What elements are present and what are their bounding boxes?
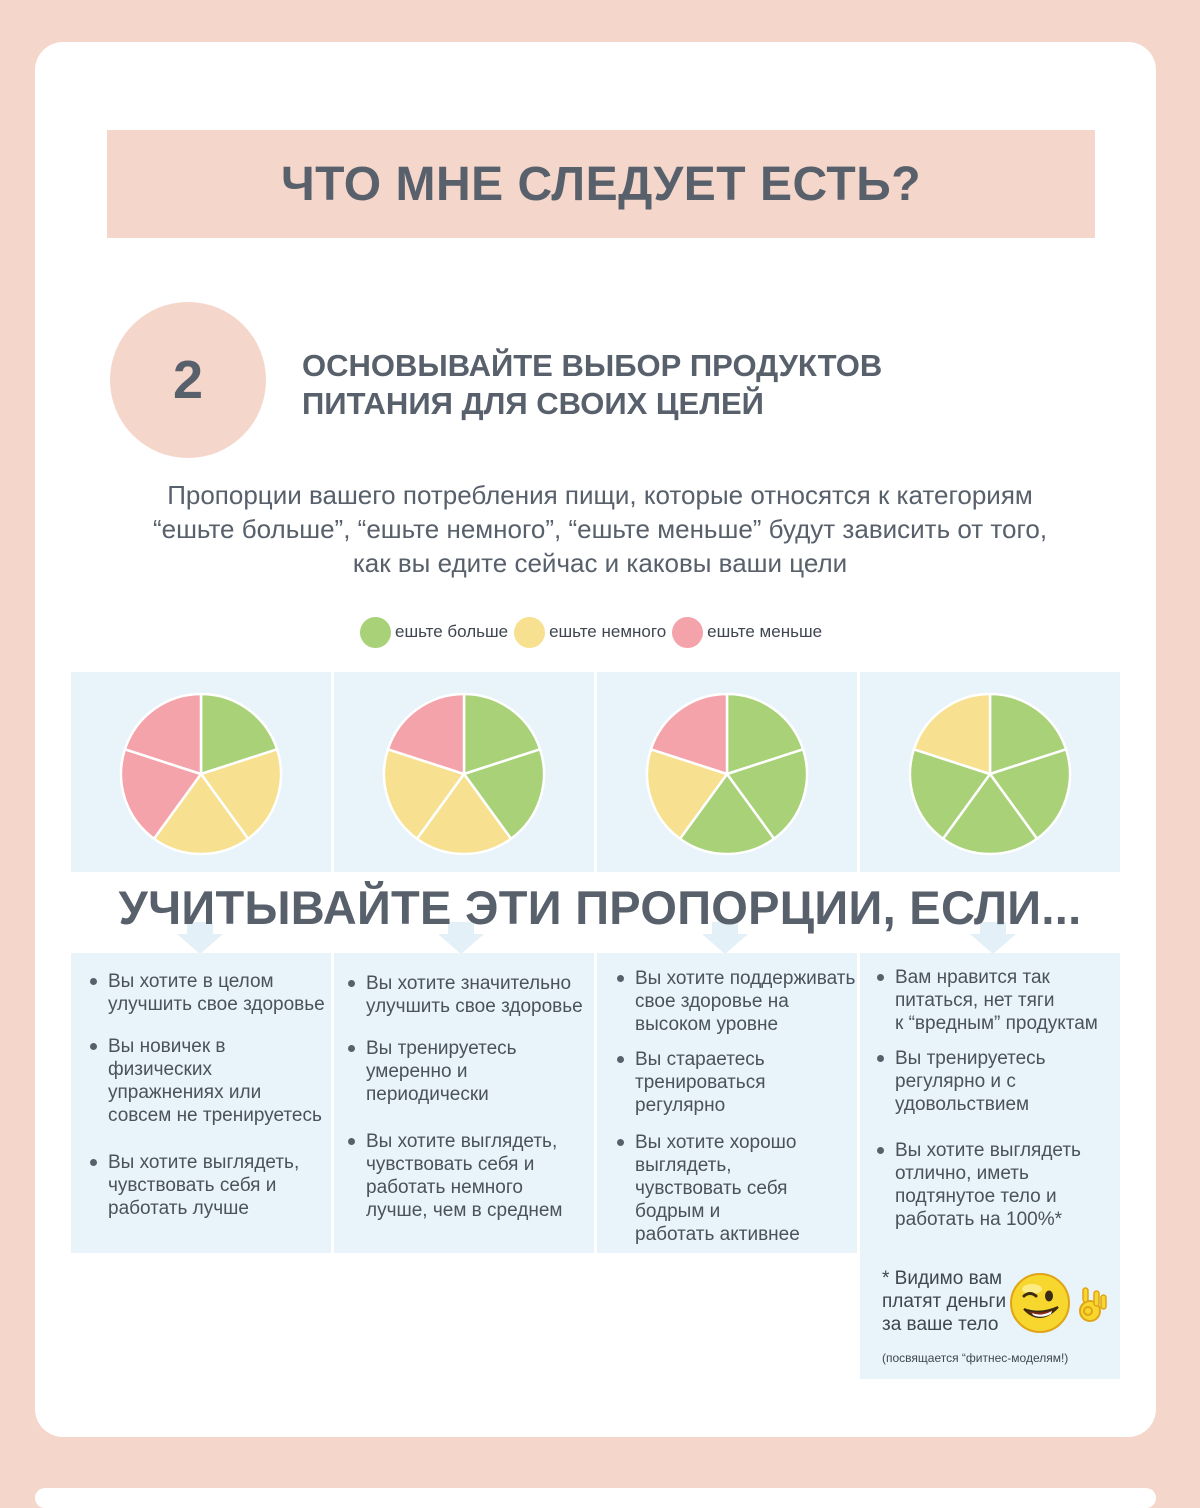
legend-item-more [360,617,508,648]
footnote-box [860,1237,1120,1379]
legend-item-some [514,617,666,648]
intro-line2: “ешьте больше”, “ешьте немного”, “ешьте меньше” будут зависить от того, [152,514,1048,544]
step-heading-line2: ПИТАНИЯ ДЛЯ СВОИХ ЦЕЛЕЙ [302,386,764,421]
legend-label-less: ешьте меньше [707,622,823,641]
conditions-list-2 [334,972,594,1222]
pie-panel-2 [334,672,594,872]
condition-item: Вы хотите значительно улучшить свое здоровье [346,972,594,1018]
pie-panel-3 [597,672,857,872]
legend-swatch-less [672,617,703,648]
conditions-panel-4 [860,953,1120,1237]
pie-panel-1 [71,672,331,872]
footnote-text: * Видимо вам платят деньги за ваше тело [882,1268,1007,1335]
legend-label-some: ешьте немного [549,622,667,641]
pie-chart-2 [334,672,594,872]
condition-item: Вы хотите выглядеть отлично, иметь подтянутое тело и работать на 100%* [875,1139,1120,1231]
condition-item: Вы хотите выглядеть, чувствовать себя и работать лучше [88,1151,331,1220]
conditions-list-3 [597,967,857,1246]
condition-item: Вам нравится так питаться, нет тяги к “вредным” продуктам [875,966,1120,1035]
intro-line3: как вы едите сейчас и каковы ваши цели [352,548,848,578]
next-card-edge [35,1488,1156,1508]
step-number-badge: 2 [110,302,266,458]
conditions-panel-1 [71,953,331,1253]
pie-chart-1 [71,672,331,872]
conditions-panel-3 [597,953,857,1253]
intro-line1: Пропорции вашего потребления пищи, которые относятся к категориям [167,480,1033,510]
pie-chart-4 [860,672,1120,872]
condition-item: Вы стараетесь тренироваться регулярно [615,1048,857,1117]
condition-item: Вы хотите хорошо выглядеть, чувствовать себя бодрым и работать активнее [615,1131,857,1246]
pie-panel-4 [860,672,1120,872]
condition-item: Вы тренируетесь регулярно и с удовольствием [875,1047,1120,1116]
conditions-heading: УЧИТЫВАЙТЕ ЭТИ ПРОПОРЦИИ, ЕСЛИ... [118,881,1082,934]
conditions-list-1 [71,970,331,1220]
step-heading [302,347,1002,423]
condition-item: Вы хотите в целом улучшить свое здоровье [88,970,331,1016]
footnote-dedication: (посвящается “фитнес-моделям!) [882,1351,1069,1365]
legend-item-less [672,617,822,648]
legend-swatch-some [514,617,545,648]
pie-chart-3 [597,672,857,872]
condition-item: Вы тренируетесь умеренно и периодически [346,1037,594,1106]
condition-item: Вы хотите выглядеть, чувствовать себя и работать немного лучше, чем в среднем [346,1130,594,1222]
winking-smiley-icon [1008,1271,1112,1335]
conditions-list-4 [860,966,1120,1231]
intro-text [60,478,1140,580]
page-title: ЧТО МНЕ СЛЕДУЕТ ЕСТЬ? [280,157,922,211]
step-heading-line1: ОСНОВЫВАЙТЕ ВЫБОР ПРОДУКТОВ [302,348,883,383]
conditions-panel-2 [334,953,594,1253]
chart-legend [360,615,828,649]
condition-item: Вы новичек в физических упражнениях или совсем не тренируетесь [88,1035,331,1127]
legend-swatch-more [360,617,391,648]
legend-label-more: ешьте больше [395,622,509,641]
title-banner [107,130,1095,238]
condition-item: Вы хотите поддерживать свое здоровье на высоком уровне [615,967,857,1036]
